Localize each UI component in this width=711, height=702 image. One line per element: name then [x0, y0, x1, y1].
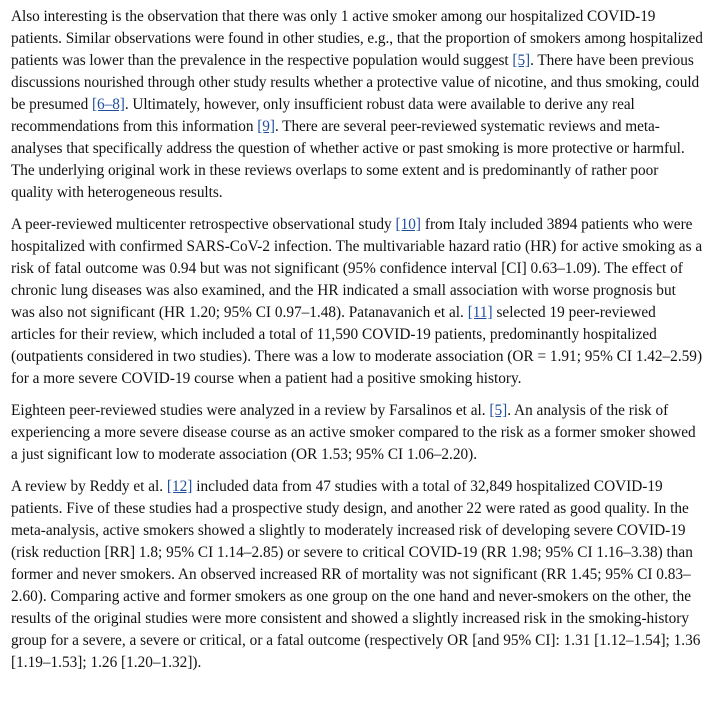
paragraph-text: Eighteen peer-reviewed studies were analyzed in a review by Farsalinos et al. [11, 402, 490, 419]
paragraph-4 [11, 476, 703, 674]
reference-link[interactable]: [11] [467, 304, 493, 321]
paragraph-3 [11, 400, 703, 466]
paragraph-2 [11, 214, 703, 390]
reference-link[interactable]: [9] [257, 118, 275, 135]
paragraph-text: selected 19 peer-reviewed articles for their review, which included a total of 11,590 COVID-19 patients, predominantly hospitalized (outpatients considered in two studies). There was a low to moderate association (OR = 1.91; 95% CI 1.42–2.59) for a more severe COVID-19 course when a patient had a positive smoking history. [11, 304, 703, 387]
reference-link[interactable]: [6–8] [91, 96, 125, 113]
reference-link[interactable]: [5] [489, 402, 508, 419]
paragraph-text: Also interesting is the observation that there was only 1 active smoker among our hospitalized COVID-19 patients. Similar observations were found in other studies, e.g., that the proportion of smokers among hospitalized patients was lower than the prevalence in the respective population would suggest [11, 8, 703, 69]
paragraph-text: . There have been previous discussions nourished through other study results whether a protective value of nicotine, and thus smoking, could be presumed [11, 52, 700, 113]
reference-link[interactable]: [10] [395, 216, 422, 233]
paragraph-text: A review by Reddy et al. [11, 478, 167, 495]
reference-link[interactable]: [5] [512, 52, 531, 69]
reference-link[interactable]: [12] [166, 478, 193, 495]
paragraph-text: included data from 47 studies with a total of 32,849 hospitalized COVID-19 patients. Five of these studies had a prospective study design, and another 22 were rated as good quality. In the meta-analysis, active smokers showed a slightly to moderately increased risk of developing severe COVID-19 (risk reduction [RR] 1.8; 95% CI 1.14–2.85) or severe to critical COVID-19 (RR 1.98; 95% CI 1.16–3.38) than former and never smokers. An observed increased RR of mortality was not significant (RR 1.45; 95% CI 0.83–2.60). Comparing active and former smokers as one group on the one hand and never-smokers on the other, the results of the original studies were more consistent and showed a slightly increased risk in the smoking-history group for a severe, a severe or critical, or a fatal outcome (respectively OR [and 95% CI]: 1.31 [1.12–1.54]; 1.36 [1.19–1.53]; 1.26 [1.20–1.32]). [11, 478, 701, 671]
paragraph-text: . An analysis of the risk of experiencing a more severe disease course as an active smoker compared to the risk as a former smoker showed a just significant low to moderate association (OR 1.53; 95% CI 1.06–2.20). [11, 402, 696, 463]
paragraph-text: from Italy included 3894 patients who were hospitalized with confirmed SARS-CoV-2 infection. The multivariable hazard ratio (HR) for active smoking as a risk of fatal outcome was 0.94 but was not significant (95% confidence interval [CI] 0.63–1.09). The effect of chronic lung diseases was also examined, and the HR indicated a small association with worse prognosis but was also not significant (HR 1.20; 95% CI 0.97–1.48). Patanavanich et al. [11, 216, 703, 321]
paragraph-text: . Ultimately, however, only insufficient robust data were available to derive any real recommendations from this information [11, 96, 635, 135]
paragraph-text: A peer-reviewed multicenter retrospective observational study [11, 216, 396, 233]
paragraph-1 [11, 6, 703, 204]
paragraph-text: . There are several peer-reviewed systematic reviews and meta-analyses that specifically address the question of whether active or past smoking is more protective or harmful. The underlying original work in these reviews overlaps to some extent and is predominantly of rather poor quality with heterogeneous results. [11, 118, 685, 201]
